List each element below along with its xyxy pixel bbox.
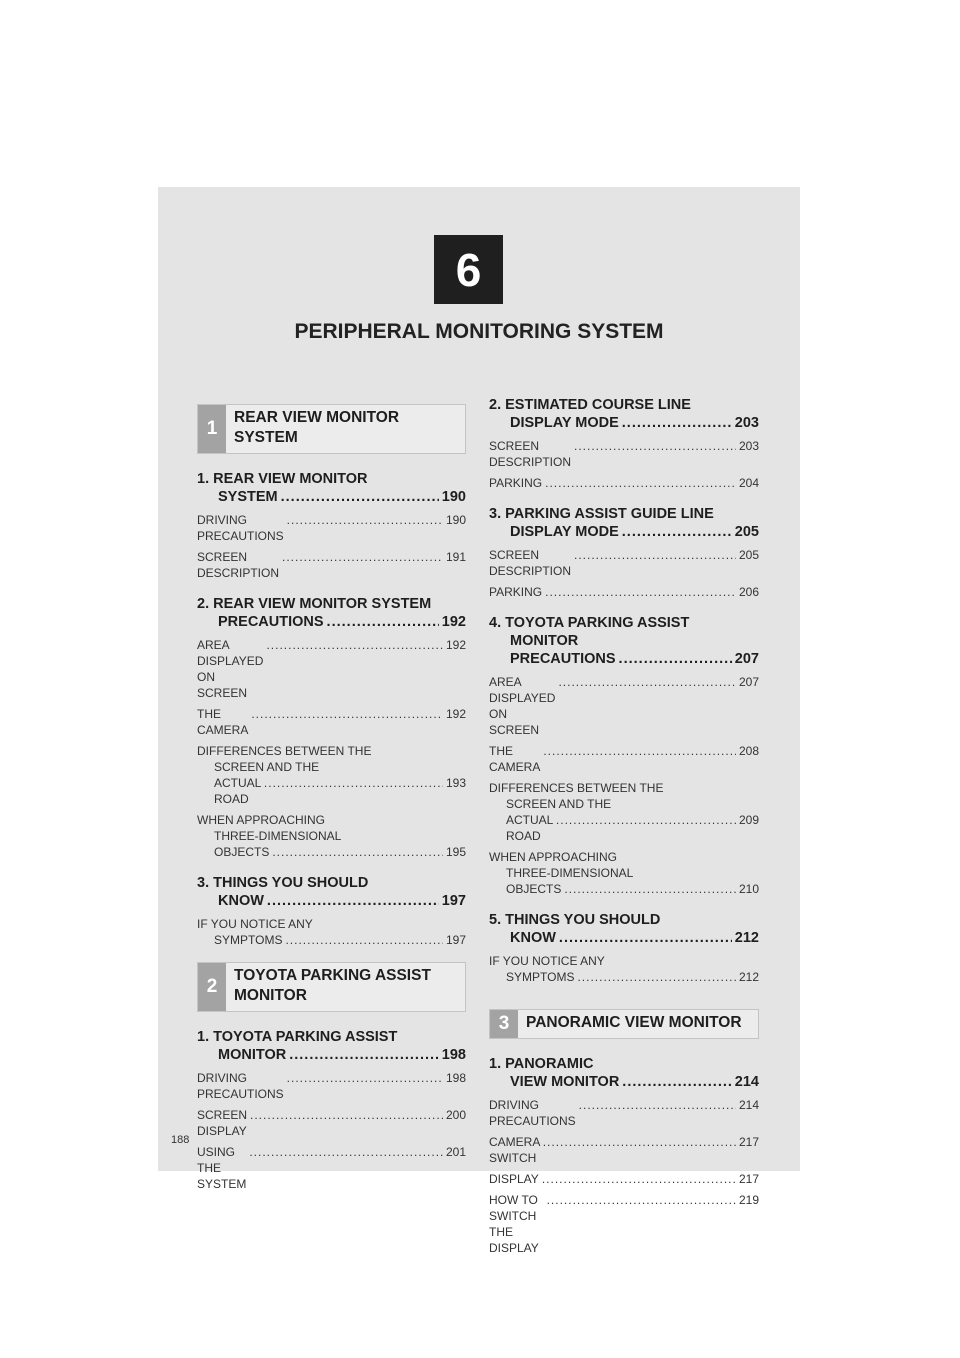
toc-column-left xyxy=(197,404,466,1206)
subtopic-title: SCREEN DESCRIPTION xyxy=(489,439,572,469)
subtopic-last-line xyxy=(489,1097,759,1129)
subtopic-list xyxy=(489,547,759,600)
dot-leader xyxy=(272,844,443,860)
subtopic-title: DIFFERENCES BETWEEN THE xyxy=(489,781,664,795)
toc-entry-last-line xyxy=(489,523,759,541)
subtopic-last-line xyxy=(489,1171,759,1187)
subtopic-title: SYMPTOMS xyxy=(214,933,283,947)
subtopic-item[interactable] xyxy=(489,438,759,470)
chapter-title: PERIPHERAL MONITORING SYSTEM xyxy=(294,320,664,343)
toc-entry-page: 198 xyxy=(441,1047,466,1063)
toc-entry-title: PRECAUTIONS xyxy=(218,614,324,630)
toc-entry[interactable] xyxy=(197,595,466,860)
dot-leader xyxy=(559,929,732,947)
subtopic-title: DIFFERENCES BETWEEN THE xyxy=(197,744,372,758)
subtopic-title: ACTUAL ROAD xyxy=(214,776,261,806)
section-title-line: PANORAMIC VIEW MONITOR xyxy=(526,1014,742,1031)
subtopic-item[interactable] xyxy=(489,674,759,738)
subtopic-list xyxy=(489,438,759,491)
subtopic-item[interactable] xyxy=(197,1070,466,1102)
dot-leader xyxy=(249,1144,443,1160)
subtopic-item[interactable] xyxy=(197,706,466,738)
subtopic-item[interactable] xyxy=(197,743,466,807)
dot-leader xyxy=(574,438,736,454)
subtopic-title: PARKING xyxy=(489,476,543,490)
dot-leader xyxy=(556,812,736,828)
page-number: 188 xyxy=(171,1134,190,1146)
subtopic-page: 207 xyxy=(738,675,759,689)
toc-entry[interactable] xyxy=(489,614,759,897)
subtopic-last-line xyxy=(197,1070,466,1102)
subtopic-page: 198 xyxy=(445,1071,466,1085)
dot-leader xyxy=(250,1107,443,1123)
subtopic-title: SYMPTOMS xyxy=(506,970,575,984)
subtopic-last-line xyxy=(489,438,759,470)
subtopic-last-line xyxy=(489,1134,759,1166)
subtopic-last-line xyxy=(197,549,466,581)
subtopic-title: SCREEN AND THE xyxy=(214,760,320,774)
subtopic-title: OBJECTS xyxy=(506,882,562,896)
section-title xyxy=(518,1010,750,1038)
dot-leader xyxy=(622,1073,732,1091)
toc-entry-last-line xyxy=(489,650,759,668)
section-title-line: MONITOR xyxy=(234,987,307,1004)
subtopic-title: OBJECTS xyxy=(214,845,270,859)
toc-entry[interactable] xyxy=(197,470,466,581)
subtopic-title: SCREEN DESCRIPTION xyxy=(197,550,280,580)
toc-entry[interactable] xyxy=(197,1028,466,1192)
section-title-line: SYSTEM xyxy=(234,429,298,446)
subtopic-page: 190 xyxy=(445,513,466,527)
subtopic-item[interactable] xyxy=(197,916,466,948)
toc-entry-title: DISPLAY MODE xyxy=(510,415,619,431)
toc-entry[interactable] xyxy=(197,874,466,948)
toc-entry-title: 1. TOYOTA PARKING ASSIST xyxy=(197,1029,398,1045)
subtopic-title: DRIVING PRECAUTIONS xyxy=(197,513,284,543)
subtopic-title: SCREEN AND THE xyxy=(506,797,612,811)
subtopic-title: WHEN APPROACHING xyxy=(489,850,618,864)
toc-entry-title: DISPLAY MODE xyxy=(510,524,619,540)
subtopic-page: 217 xyxy=(738,1172,759,1186)
section-number: 1 xyxy=(198,405,226,453)
subtopic-list xyxy=(489,953,759,985)
toc-entry[interactable] xyxy=(489,505,759,600)
dot-leader xyxy=(266,637,443,653)
dot-leader xyxy=(264,775,443,791)
subtopic-last-line xyxy=(489,969,759,985)
subtopic-last-line xyxy=(197,1107,466,1139)
dot-leader xyxy=(543,743,736,759)
subtopic-item[interactable] xyxy=(197,812,466,860)
subtopic-page: 214 xyxy=(738,1098,759,1112)
subtopic-page: 192 xyxy=(445,707,466,721)
subtopic-page: 191 xyxy=(445,550,466,564)
subtopic-item[interactable] xyxy=(489,475,759,491)
section-body-continued xyxy=(489,396,759,985)
spacer xyxy=(489,999,759,1009)
subtopic-page: 195 xyxy=(445,845,466,859)
dot-leader xyxy=(545,584,736,600)
subtopic-page: 212 xyxy=(738,970,759,984)
subtopic-page: 200 xyxy=(445,1108,466,1122)
subtopic-item[interactable] xyxy=(197,1107,466,1139)
toc-entry-title: PRECAUTIONS xyxy=(510,651,616,667)
section-header-3 xyxy=(489,1009,759,1039)
subtopic-page: 197 xyxy=(445,933,466,947)
subtopic-item[interactable] xyxy=(197,1144,466,1192)
subtopic-item[interactable] xyxy=(489,584,759,600)
subtopic-last-line xyxy=(489,812,759,844)
toc-entry-page: 203 xyxy=(734,415,759,431)
toc-entry-page: 214 xyxy=(734,1074,759,1090)
subtopic-title: IF YOU NOTICE ANY xyxy=(489,954,605,968)
section-title xyxy=(226,405,407,453)
dot-leader xyxy=(619,650,732,668)
toc-entry-title: 5. THINGS YOU SHOULD xyxy=(489,912,661,928)
chapter-number-box xyxy=(434,235,503,304)
dot-leader xyxy=(545,475,736,491)
subtopic-page: 204 xyxy=(738,476,759,490)
subtopic-last-line xyxy=(489,547,759,579)
subtopic-item[interactable] xyxy=(197,637,466,701)
subtopic-item[interactable] xyxy=(489,780,759,844)
subtopic-list xyxy=(197,916,466,948)
toc-entry-last-line xyxy=(489,929,759,947)
toc-entry-last-line xyxy=(197,1046,466,1064)
subtopic-title: THE CAMERA xyxy=(197,707,249,737)
section-body xyxy=(489,1039,759,1256)
dot-leader xyxy=(285,932,443,948)
dot-leader xyxy=(287,1070,443,1086)
toc-entry[interactable] xyxy=(489,396,759,491)
section-body xyxy=(197,1012,466,1192)
subtopic-title: AREA DISPLAYED ON SCREEN xyxy=(197,638,264,700)
subtopic-title: HOW TO SWITCH THE DISPLAY xyxy=(489,1193,539,1255)
dot-leader xyxy=(251,706,443,722)
section-number: 3 xyxy=(490,1010,518,1038)
section-header-2 xyxy=(197,962,466,1012)
section-number: 2 xyxy=(198,963,226,1011)
toc-entry[interactable] xyxy=(489,1055,759,1256)
subtopic-last-line xyxy=(489,475,759,491)
toc-entry-title: MONITOR xyxy=(218,1047,287,1063)
subtopic-title: DISPLAY xyxy=(489,1172,539,1186)
subtopic-page: 209 xyxy=(738,813,759,827)
dot-leader xyxy=(287,512,443,528)
toc-entry-last-line xyxy=(197,613,466,631)
subtopic-item[interactable] xyxy=(489,1171,759,1187)
subtopic-title: IF YOU NOTICE ANY xyxy=(197,917,313,931)
subtopic-title: USING THE SYSTEM xyxy=(197,1145,247,1191)
subtopic-title: ACTUAL ROAD xyxy=(506,813,553,843)
toc-entry-page: 212 xyxy=(734,930,759,946)
subtopic-list xyxy=(489,1097,759,1256)
subtopic-item[interactable] xyxy=(489,1192,759,1256)
subtopic-list xyxy=(197,637,466,860)
subtopic-last-line xyxy=(197,512,466,544)
subtopic-title: SCREEN DISPLAY xyxy=(197,1108,248,1138)
dot-leader xyxy=(543,1134,736,1150)
subtopic-title: THE CAMERA xyxy=(489,744,541,774)
subtopic-page: 210 xyxy=(738,882,759,896)
subtopic-list xyxy=(197,512,466,581)
toc-entry-last-line xyxy=(197,488,466,506)
dot-leader xyxy=(622,523,732,541)
toc-entry-last-line xyxy=(489,1073,759,1091)
subtopic-title: DRIVING PRECAUTIONS xyxy=(197,1071,284,1101)
subtopic-title: THREE-DIMENSIONAL xyxy=(506,866,634,880)
subtopic-item[interactable] xyxy=(489,743,759,775)
toc-entry-title: MONITOR xyxy=(510,633,579,649)
subtopic-title: THREE-DIMENSIONAL xyxy=(214,829,342,843)
subtopic-item[interactable] xyxy=(489,547,759,579)
subtopic-last-line xyxy=(197,1144,466,1192)
subtopic-page: 206 xyxy=(738,585,759,599)
section-header-1 xyxy=(197,404,466,454)
subtopic-item[interactable] xyxy=(489,1097,759,1129)
toc-entry-last-line xyxy=(489,414,759,432)
subtopic-last-line xyxy=(197,844,466,860)
toc-entry-title: 4. TOYOTA PARKING ASSIST xyxy=(489,615,690,631)
subtopic-page: 205 xyxy=(738,548,759,562)
chapter-number: 6 xyxy=(455,243,482,296)
dot-leader xyxy=(289,1046,439,1064)
dot-leader xyxy=(547,1192,736,1208)
section-title-line: TOYOTA PARKING ASSIST xyxy=(234,967,431,984)
subtopic-page: 203 xyxy=(738,439,759,453)
toc-entry-title: 2. REAR VIEW MONITOR SYSTEM xyxy=(197,596,432,612)
dot-leader xyxy=(327,613,439,631)
dot-leader xyxy=(622,414,732,432)
dot-leader xyxy=(281,488,439,506)
subtopic-title: WHEN APPROACHING xyxy=(197,813,326,827)
toc-entry-page: 197 xyxy=(441,893,466,909)
subtopic-last-line xyxy=(489,584,759,600)
subtopic-last-line xyxy=(197,775,466,807)
dot-leader xyxy=(558,674,736,690)
dot-leader xyxy=(564,881,736,897)
dot-leader xyxy=(579,1097,736,1113)
subtopic-title: CAMERA SWITCH xyxy=(489,1135,540,1165)
toc-entry-title: KNOW xyxy=(218,893,264,909)
toc-entry-page: 205 xyxy=(734,524,759,540)
subtopic-page: 201 xyxy=(445,1145,466,1159)
subtopic-title: AREA DISPLAYED ON SCREEN xyxy=(489,675,556,737)
subtopic-last-line xyxy=(489,743,759,775)
section-title xyxy=(226,963,439,1011)
subtopic-title: SCREEN DESCRIPTION xyxy=(489,548,572,578)
subtopic-list xyxy=(197,1070,466,1192)
toc-entry-title: 3. PARKING ASSIST GUIDE LINE xyxy=(489,506,714,522)
section-title-line: REAR VIEW MONITOR xyxy=(234,409,400,426)
section-body xyxy=(197,454,466,948)
toc-entry-page: 190 xyxy=(441,489,466,505)
toc-entry-page: 192 xyxy=(441,614,466,630)
subtopic-last-line xyxy=(197,932,466,948)
subtopic-last-line xyxy=(489,881,759,897)
dot-leader xyxy=(542,1171,736,1187)
toc-entry-title: 3. THINGS YOU SHOULD xyxy=(197,875,369,891)
subtopic-page: 217 xyxy=(738,1135,759,1149)
subtopic-item[interactable] xyxy=(197,512,466,544)
dot-leader xyxy=(267,892,439,910)
subtopic-last-line xyxy=(489,674,759,738)
subtopic-last-line xyxy=(197,706,466,738)
subtopic-title: DRIVING PRECAUTIONS xyxy=(489,1098,576,1128)
subtopic-last-line xyxy=(197,637,466,701)
toc-entry-last-line xyxy=(197,892,466,910)
toc-entry-page: 207 xyxy=(734,651,759,667)
subtopic-page: 193 xyxy=(445,776,466,790)
toc-entry-title: VIEW MONITOR xyxy=(510,1074,620,1090)
subtopic-item[interactable] xyxy=(489,849,759,897)
toc-entry-title: 1. PANORAMIC xyxy=(489,1056,594,1072)
dot-leader xyxy=(282,549,443,565)
subtopic-item[interactable] xyxy=(489,953,759,985)
subtopic-last-line xyxy=(489,1192,759,1256)
toc-entry-title: KNOW xyxy=(510,930,556,946)
toc-column-right xyxy=(489,396,759,1270)
dot-leader xyxy=(577,969,736,985)
toc-entry-title: 1. REAR VIEW MONITOR xyxy=(197,471,368,487)
subtopic-item[interactable] xyxy=(197,549,466,581)
toc-entry[interactable] xyxy=(489,911,759,985)
subtopic-page: 208 xyxy=(738,744,759,758)
subtopic-item[interactable] xyxy=(489,1134,759,1166)
toc-entry-title: SYSTEM xyxy=(218,489,278,505)
subtopic-page: 192 xyxy=(445,638,466,652)
subtopic-page: 219 xyxy=(738,1193,759,1207)
toc-entry-title: 2. ESTIMATED COURSE LINE xyxy=(489,397,691,413)
subtopic-list xyxy=(489,674,759,897)
dot-leader xyxy=(574,547,736,563)
subtopic-title: PARKING xyxy=(489,585,543,599)
